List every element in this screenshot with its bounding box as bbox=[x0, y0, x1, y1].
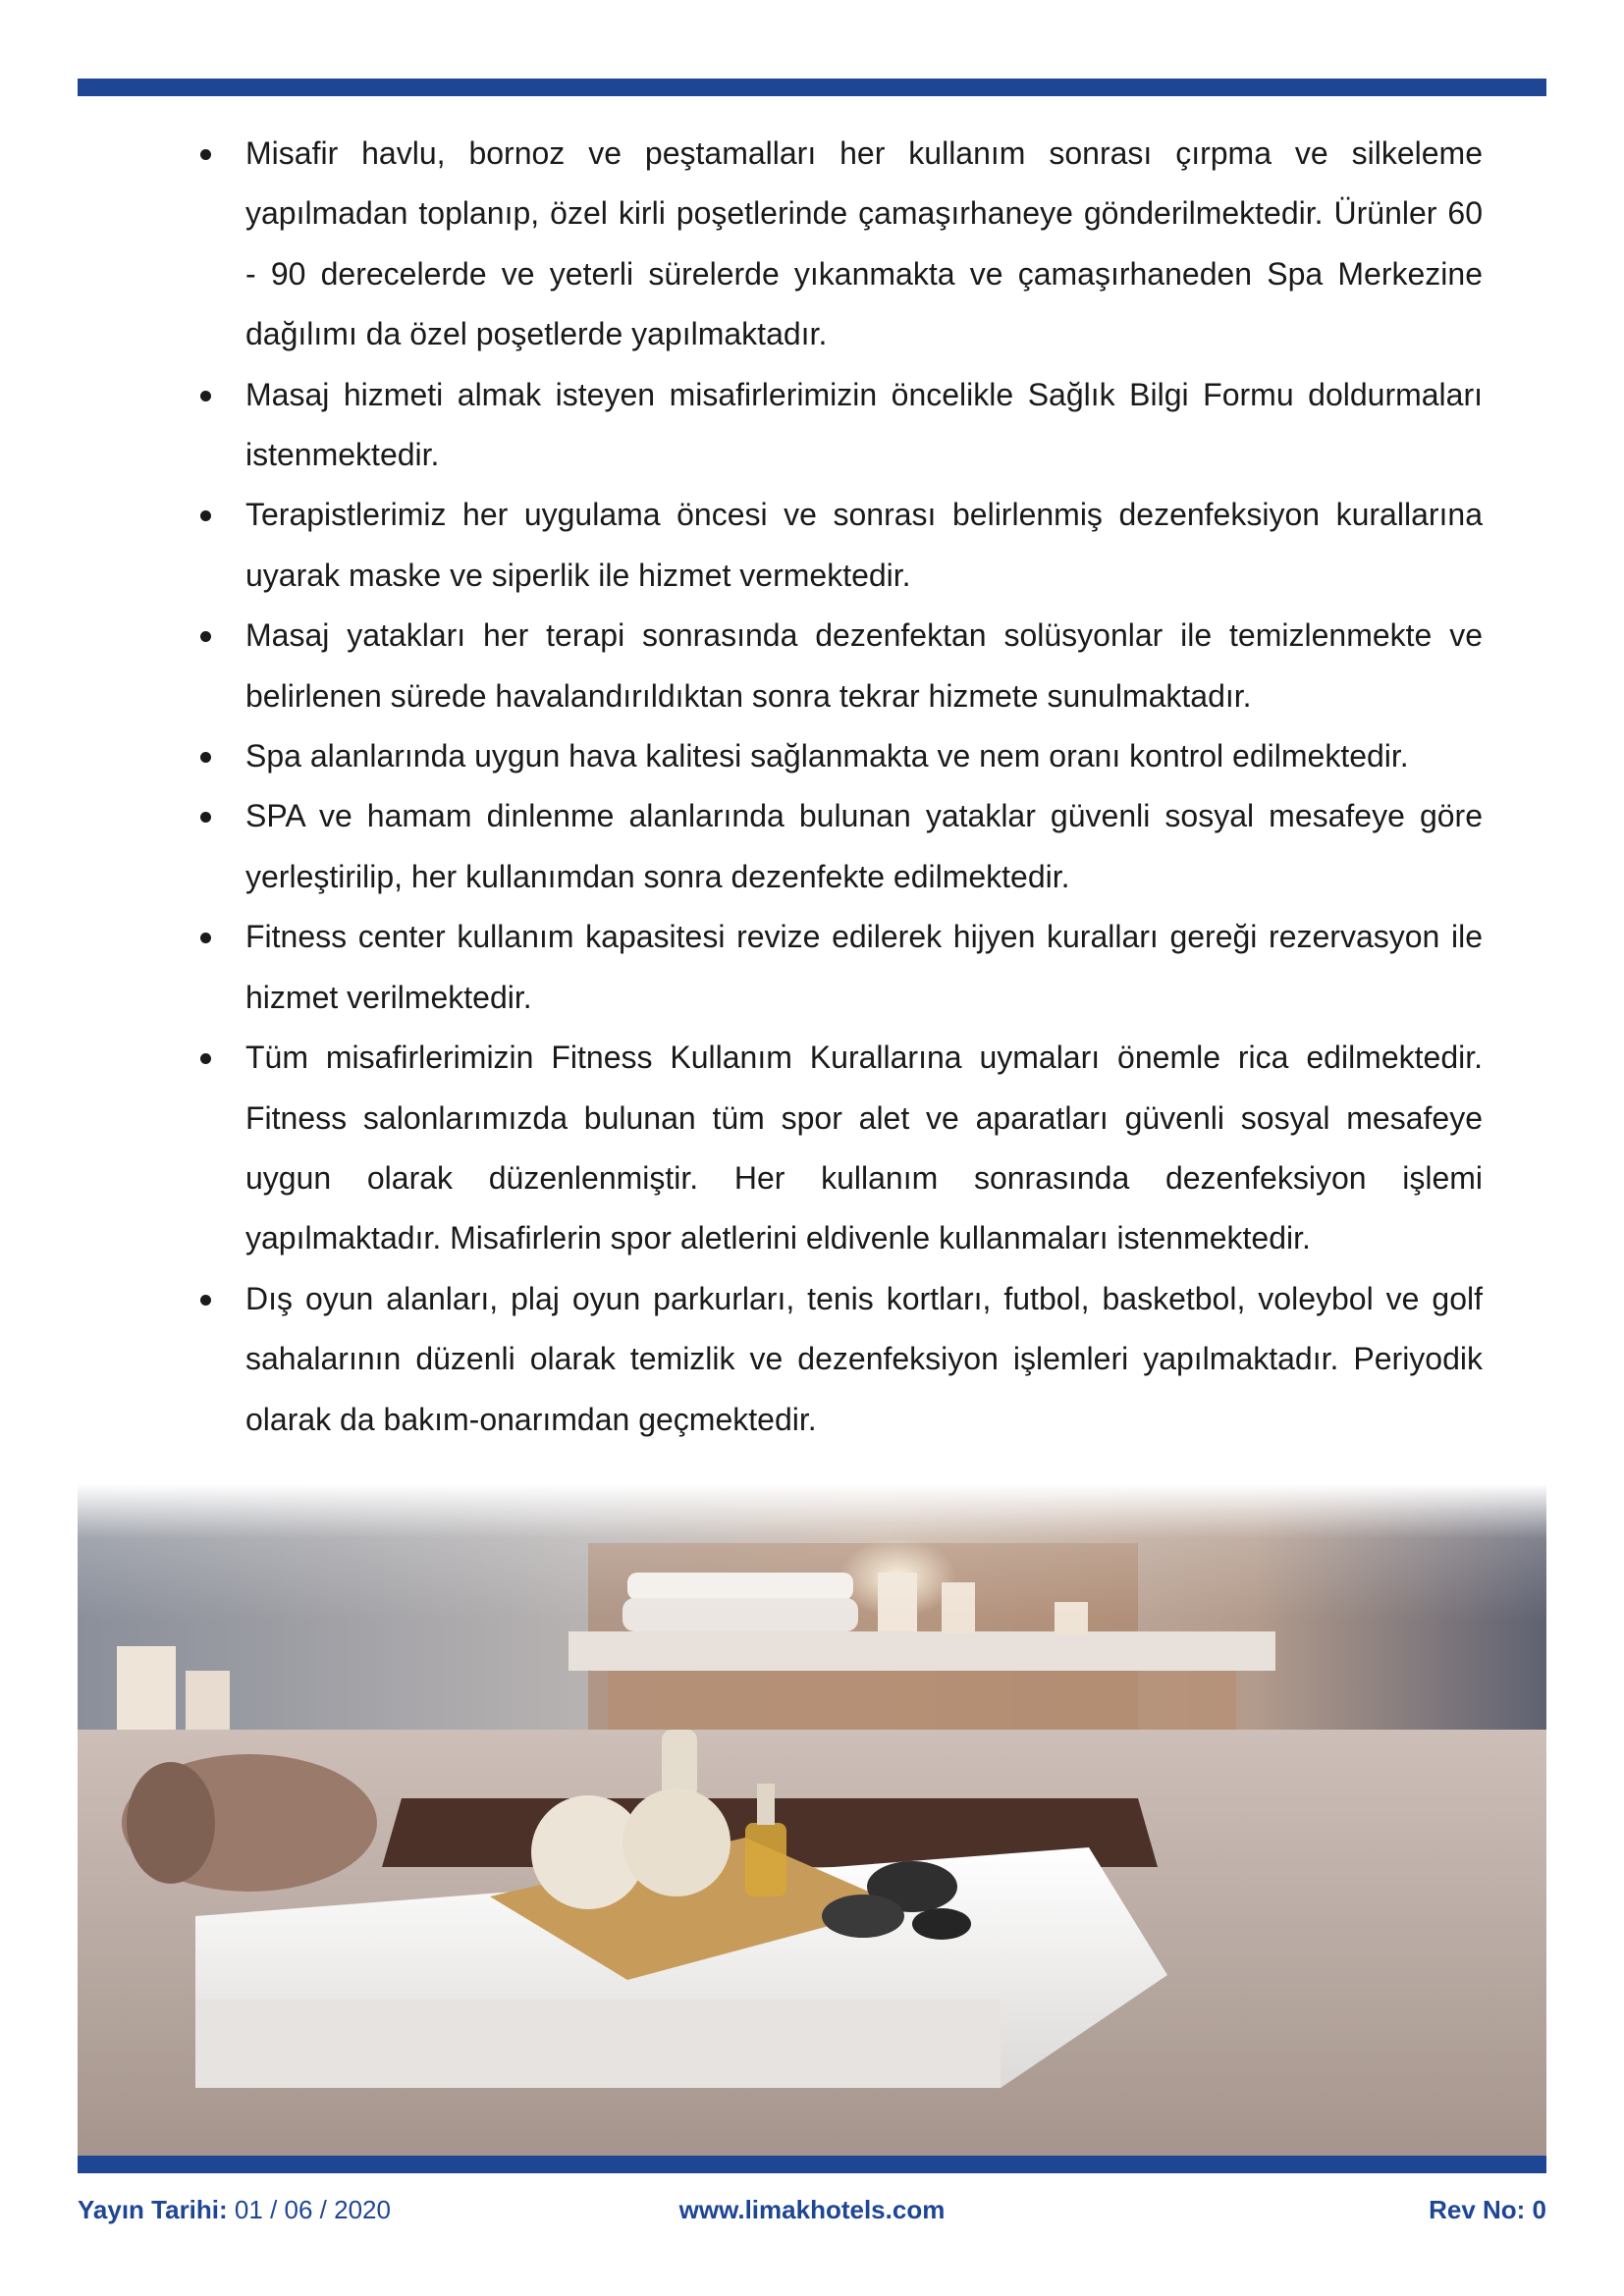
bullet-icon bbox=[200, 933, 211, 943]
bullet-icon bbox=[200, 812, 211, 823]
list-item bbox=[187, 606, 1483, 726]
hygiene-rules-list bbox=[187, 124, 1483, 1450]
bullet-icon bbox=[200, 752, 211, 763]
revision-number: Rev No: 0 bbox=[1429, 2195, 1546, 2224]
bullet-icon bbox=[200, 510, 211, 521]
list-item-text: Misafir havlu, bornoz ve peştamalları her kullanım sonrası çırpma ve silkeleme yapılmadan toplanıp, özel kirli poşetlerinde çamaşırhaneye gönderilmektedir. Ürünler 60 - 90 derecelerde ve yeterli sürelerde yıkanmakta ve çamaşırhaneden Spa Merkezine dağılımı da özel poşetlerde yapılmaktadır. bbox=[245, 135, 1483, 352]
list-item bbox=[187, 1269, 1483, 1450]
bullet-icon bbox=[200, 391, 211, 401]
list-item bbox=[187, 907, 1483, 1028]
bullet-icon bbox=[200, 631, 211, 642]
list-item-text: Spa alanlarında uygun hava kalitesi sağlanmakta ve nem oranı kontrol edilmektedir. bbox=[245, 738, 1409, 774]
list-item-text: Tüm misafirlerimizin Fitness Kullanım Kurallarına uymaları önemle rica edilmektedir. Fitness salonlarımızda bulunan tüm spor alet ve aparatları güvenli sosyal mesafeye uygun olarak düzenlenmiştir. Her kullanım sonrasında dezenfeksiyon işlemi yapılmaktadır. Misafirlerin spor aletlerini eldivenle kullanmaları istenmektedir. bbox=[245, 1040, 1483, 1256]
bullet-icon bbox=[200, 149, 211, 160]
website-link[interactable]: www.limakhotels.com bbox=[678, 2195, 946, 2224]
list-item-text: Masaj yatakları her terapi sonrasında dezenfektan solüsyonlar ile temizlenmekte ve belirlenen sürede havalandırıldıktan sonra tekrar hizmete sunulmaktadır. bbox=[245, 617, 1483, 714]
list-item-text: Fitness center kullanım kapasitesi revize edilerek hijyen kuralları gereği rezervasyon ile hizmet verilmektedir. bbox=[245, 919, 1483, 1015]
list-item-text: Masaj hizmeti almak isteyen misafirlerimizin öncelikle Sağlık Bilgi Formu doldurmaları istenmektedir. bbox=[245, 376, 1483, 473]
list-item bbox=[187, 124, 1483, 365]
list-item bbox=[187, 365, 1483, 486]
bottom-divider-bar bbox=[78, 2156, 1546, 2173]
bullet-icon bbox=[200, 1295, 211, 1306]
list-item-text: Dış oyun alanları, plaj oyun parkurları, tenis kortları, futbol, basketbol, voleybol ve golf sahalarının düzenli olarak temizlik ve dezenfeksiyon işlemleri yapılmaktadır. Periyodik olarak da bakım-onarımdan geçmektedir. bbox=[245, 1280, 1483, 1437]
top-divider-bar bbox=[78, 79, 1546, 96]
bullet-icon bbox=[200, 1053, 211, 1064]
list-item-text: SPA ve hamam dinlenme alanlarında bulunan yataklar güvenli sosyal mesafeye göre yerleştirilip, her kullanımdan sonra dezenfekte edilmektedir. bbox=[245, 798, 1483, 894]
publish-date-label: Yayın Tarihi: bbox=[78, 2195, 228, 2224]
list-item bbox=[187, 786, 1483, 907]
list-item-text: Terapistlerimiz her uygulama öncesi ve sonrası belirlenmiş dezenfeksiyon kurallarına uyarak maske ve siperlik ile hizmet vermektedir. bbox=[245, 497, 1483, 593]
list-item bbox=[187, 726, 1483, 786]
list-item bbox=[187, 1028, 1483, 1269]
spa-massage-table-photo bbox=[78, 1484, 1546, 2165]
list-item bbox=[187, 485, 1483, 606]
publish-date-value: 01 / 06 / 2020 bbox=[234, 2195, 391, 2224]
